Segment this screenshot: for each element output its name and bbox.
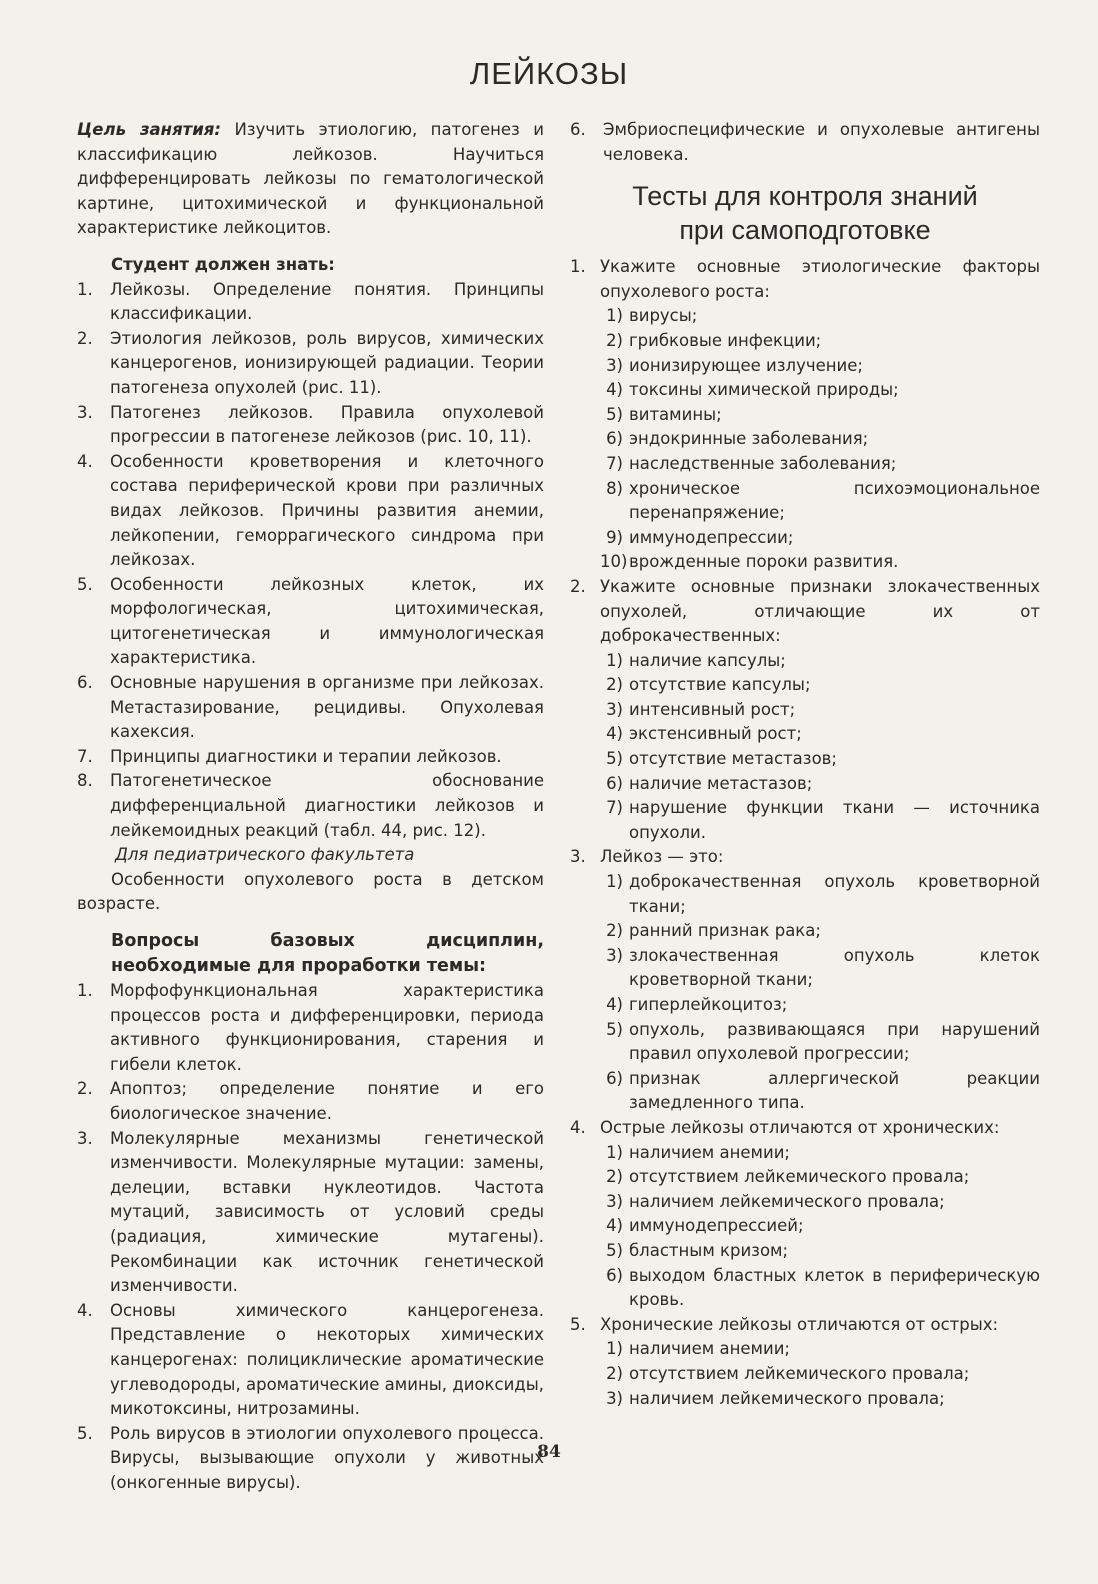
test-question <box>570 575 1040 649</box>
answer-option <box>570 1387 1040 1412</box>
item-text: Этиология лейкозов, роль вирусов, химических канцерогенов, ионизирующей радиации. Теории патогенеза опухолей (рис. 11). <box>110 328 544 397</box>
tests-list <box>570 255 1040 1411</box>
option-number: 4) <box>606 995 623 1014</box>
item-number: 7. <box>77 746 93 766</box>
option-number: 2) <box>606 1167 623 1187</box>
option-number: 4) <box>606 380 623 400</box>
option-text: наличием лейкемического провала; <box>629 1191 945 1211</box>
option-text: вирусы; <box>629 306 698 326</box>
option-number: 1) <box>606 1339 623 1359</box>
option-number: 6) <box>606 1068 623 1088</box>
answer-option <box>570 427 1040 452</box>
answer-option <box>570 1190 1040 1215</box>
item-number: 6. <box>570 120 586 139</box>
list-item <box>77 401 544 450</box>
answer-option <box>570 354 1040 379</box>
answer-option <box>570 796 1040 845</box>
list-item <box>77 278 544 327</box>
answer-option <box>570 403 1040 428</box>
question-number: 1. <box>570 257 586 277</box>
option-text: токсины химической природы; <box>629 380 899 400</box>
page-number: 84 <box>537 1442 561 1462</box>
lesson-goal <box>77 118 544 241</box>
item-text: Лейкозы. Определение понятия. Принципы классификации. <box>110 279 544 324</box>
list-item <box>77 979 544 1077</box>
option-number: 1) <box>606 872 623 892</box>
answer-option <box>570 452 1040 477</box>
option-number: 5) <box>606 749 623 769</box>
question-text: Укажите основные признаки злокачественных опухолей, отличающие их от доброкачественных: <box>600 576 1040 646</box>
option-text: доброкачественная опухоль кроветворной ткани; <box>629 872 1040 916</box>
list-item <box>77 1077 544 1126</box>
option-number: 3) <box>606 945 623 965</box>
item-number: 3. <box>77 1128 93 1148</box>
option-number: 4) <box>606 724 623 744</box>
item-text: Патогенетическое обоснование дифференциальной диагностики лейкозов и лейкемоидных реакций (табл. 44, рис. 12). <box>110 771 544 840</box>
option-text: отсутствие капсулы; <box>629 675 811 695</box>
option-number: 2) <box>606 675 623 695</box>
option-text: наличие капсулы; <box>629 650 786 670</box>
item-number: 1. <box>77 981 93 1000</box>
item-number: 6. <box>77 673 93 693</box>
option-number: 6) <box>606 429 623 449</box>
answer-option <box>570 1239 1040 1264</box>
list-item <box>77 769 544 843</box>
left-column <box>77 118 544 1495</box>
answer-option <box>570 1067 1040 1116</box>
option-number: 9) <box>606 527 623 547</box>
question-number: 5. <box>570 1314 586 1334</box>
option-number: 3) <box>606 1388 623 1408</box>
tests-heading-line-1: Тесты для контроля знаний <box>632 181 978 212</box>
option-text: ранний признак рака; <box>629 921 821 941</box>
item-number: 4. <box>77 1300 93 1320</box>
option-text: отсутствием лейкемического провала; <box>629 1167 970 1187</box>
pediatric-text: Особенности опухолевого роста в детском возрасте. <box>77 869 544 914</box>
option-text: бластным кризом; <box>629 1240 789 1260</box>
answer-option <box>570 1264 1040 1313</box>
option-text: опухоль, развивающаяся при нарушений правил опухолевой прогрессии; <box>629 1019 1040 1064</box>
lesson-goal-label: Цель занятия: <box>77 120 221 139</box>
list-item <box>77 573 544 671</box>
lesson-goal-text: Изучить этиологию, патогенез и классификацию лейкозов. Научиться дифференцировать лейкозы по гематологической картине, цитохимической и функциональной характеристике лейкоцитов. <box>77 120 544 238</box>
answer-option <box>570 304 1040 329</box>
option-text: врожденные пороки развития. <box>629 552 899 572</box>
answer-option <box>570 993 1040 1018</box>
option-text: хроническое психоэмоциональное перенапряжение; <box>629 478 1040 523</box>
option-text: иммунодепрессии; <box>629 527 794 547</box>
option-text: наличием анемии; <box>629 1339 790 1359</box>
item-text: Особенности кроветворения и клеточного состава периферической крови при различных видах лейкозов. Причины развития анемии, лейкопении, геморрагического синдрома при лейкозах. <box>110 451 544 570</box>
item-text: Основные нарушения в организме при лейкозах. Метастазирование, рецидивы. Опухолевая кахексия. <box>110 673 544 742</box>
answer-option <box>570 1337 1040 1362</box>
answer-option <box>570 1018 1040 1067</box>
answer-option <box>570 329 1040 354</box>
list-item <box>77 1299 544 1422</box>
option-number: 8) <box>606 478 623 498</box>
option-number: 1) <box>606 650 623 670</box>
answer-option <box>570 722 1040 747</box>
item-text: Эмбриоспецифические и опухолевые антигены человека. <box>603 120 1040 164</box>
list-item <box>77 450 544 573</box>
option-text: злокачественная опухоль клеток кроветворной ткани; <box>629 945 1040 990</box>
answer-option <box>570 698 1040 723</box>
item-text: Молекулярные механизмы генетической изменчивости. Молекулярные мутации: замены, делеции, вставки нуклеотидов. Частота мутаций, зависимость от условий среды (радиация, химические мутагены). Рекомбинации как источник генетической изменчивости. <box>110 1128 544 1296</box>
option-number: 6) <box>606 1265 623 1285</box>
test-question <box>570 845 1040 870</box>
answer-option <box>570 550 1040 575</box>
option-number: 5) <box>606 404 623 424</box>
option-number: 7) <box>606 453 623 473</box>
answer-option <box>570 919 1040 944</box>
question-text: Хронические лейкозы отличаются от острых: <box>600 1314 999 1334</box>
item-number: 5. <box>77 1423 93 1443</box>
question-number: 3. <box>570 847 586 867</box>
answer-option <box>570 1214 1040 1239</box>
test-question <box>570 1313 1040 1338</box>
option-text: ионизирующее излучение; <box>629 355 863 375</box>
item-text: Основы химического канцерогенеза. Представление о некоторых химических канцерогенах: полициклические ароматические углеводороды, ароматические амины, диоксиды, микотоксины, нитрозамины. <box>110 1300 544 1419</box>
question-text: Укажите основные этиологические факторы опухолевого роста: <box>600 257 1040 301</box>
page-title: ЛЕЙКОЗЫ <box>469 56 629 91</box>
tests-heading-line-2: при самоподготовке <box>679 215 931 246</box>
item-text: Роль вирусов в этиологии опухолевого процесса. Вирусы, вызывающие опухоли у животных (онкогенные вирусы). <box>110 1423 544 1492</box>
item-text: Апоптоз; определение понятие и его биологическое значение. <box>110 1079 544 1123</box>
option-text: отсутствием лейкемического провала; <box>629 1363 970 1383</box>
option-text: наличие метастазов; <box>629 773 813 793</box>
list-item <box>77 1127 544 1299</box>
option-number: 3) <box>606 699 623 719</box>
item-number: 1. <box>77 279 93 299</box>
answer-option <box>570 378 1040 403</box>
option-text: гиперлейкоцитоз; <box>629 995 788 1014</box>
item-number: 8. <box>77 771 93 791</box>
basic-questions-list <box>77 979 544 1495</box>
list-item <box>77 327 544 401</box>
answer-option <box>570 477 1040 526</box>
option-number: 10) <box>600 552 628 572</box>
item-number: 4. <box>77 451 93 471</box>
tests-heading <box>570 179 1040 247</box>
option-number: 3) <box>606 355 623 375</box>
answer-option <box>570 649 1040 674</box>
question-number: 4. <box>570 1117 586 1137</box>
option-number: 6) <box>606 773 623 793</box>
question-number: 2. <box>570 576 586 596</box>
answer-option <box>570 944 1040 993</box>
option-text: эндокринные заболевания; <box>629 429 869 449</box>
option-number: 7) <box>606 798 623 818</box>
answer-option <box>570 1141 1040 1166</box>
item-number: 2. <box>77 328 93 348</box>
test-question <box>570 1116 1040 1141</box>
answer-option <box>570 1362 1040 1387</box>
option-number: 2) <box>606 330 623 350</box>
option-text: экстенсивный рост; <box>629 724 802 744</box>
item-text: Морфофункциональная характеристика процессов роста и дифференцировки, периода активного функционирования, старения и гибели клеток. <box>110 981 544 1074</box>
test-question <box>570 255 1040 304</box>
answer-option <box>570 526 1040 551</box>
question-text: Острые лейкозы отличаются от хронических: <box>600 1117 1000 1137</box>
option-number: 3) <box>606 1191 623 1211</box>
answer-option <box>570 673 1040 698</box>
option-text: нарушение функции ткани — источника опухоли. <box>629 798 1040 842</box>
item-number: 5. <box>77 574 93 594</box>
item-number: 2. <box>77 1079 93 1099</box>
answer-option <box>570 870 1040 919</box>
option-text: наличием лейкемического провала; <box>629 1388 945 1408</box>
item-text: Патогенез лейкозов. Правила опухолевой прогрессии в патогенезе лейкозов (рис. 10, 11). <box>110 402 544 447</box>
option-number: 5) <box>606 1019 623 1039</box>
question-text: Лейкоз — это: <box>600 847 724 867</box>
option-number: 2) <box>606 1363 623 1383</box>
list-item <box>77 671 544 745</box>
must-know-list <box>77 278 544 844</box>
option-text: интенсивный рост; <box>629 699 796 719</box>
option-number: 5) <box>606 1240 623 1260</box>
option-text: витамины; <box>629 404 722 424</box>
answer-option <box>570 772 1040 797</box>
option-number: 1) <box>606 1142 623 1162</box>
option-text: наследственные заболевания; <box>629 453 897 473</box>
pediatric-note: Для педиатрического факультета <box>115 845 415 865</box>
must-know-heading: Студент должен знать: <box>111 254 335 274</box>
option-number: 2) <box>606 921 623 941</box>
right-column <box>570 118 1040 1411</box>
answer-option <box>570 1165 1040 1190</box>
item-number: 3. <box>77 402 93 422</box>
option-text: выходом бластных клеток в периферическую кровь. <box>629 1265 1040 1310</box>
answer-option <box>570 747 1040 772</box>
option-text: иммунодепрессией; <box>629 1216 804 1236</box>
item-text: Особенности лейкозных клеток, их морфологическая, цитохимическая, цитогенетическая и иммунологическая характеристика. <box>110 574 544 668</box>
item-text: Принципы диагностики и терапии лейкозов. <box>110 746 502 766</box>
list-item <box>77 745 544 770</box>
basic-questions-heading: Вопросы базовых дисциплин, необходимые для проработки темы: <box>111 931 544 976</box>
option-number: 4) <box>606 1216 623 1236</box>
list-item <box>570 118 1040 167</box>
option-number: 1) <box>606 306 623 326</box>
option-text: наличием анемии; <box>629 1142 790 1162</box>
option-text: признак аллергической реакции замедленного типа. <box>629 1068 1040 1113</box>
option-text: грибковые инфекции; <box>629 330 822 350</box>
option-text: отсутствие метастазов; <box>629 749 837 769</box>
